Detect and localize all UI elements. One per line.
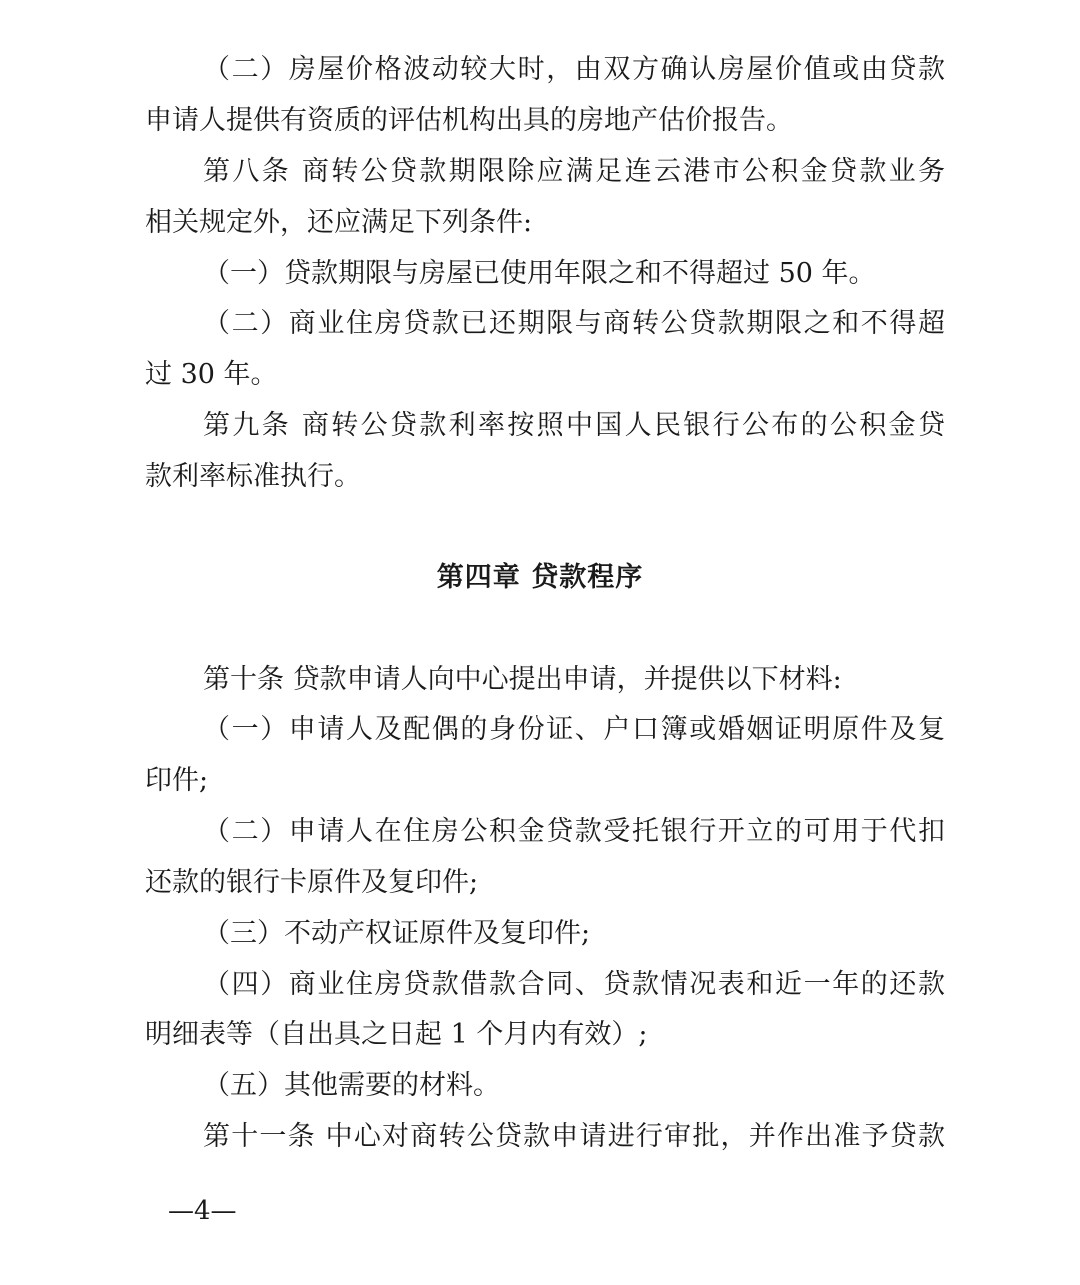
paragraph-line: 第十条 贷款申请人向中心提出申请，并提供以下材料: [203, 664, 842, 695]
paragraph-line: 第九条 商转公贷款利率按照中国人民银行公布的公积金贷 [203, 410, 945, 441]
page-number: —4— [168, 1196, 237, 1226]
paragraph-line: 过 30 年。 [145, 359, 278, 390]
paragraph-line: （二）申请人在住房公积金贷款受托银行开立的可用于代扣 [203, 816, 945, 847]
paragraph-line: （二）商业住房贷款已还期限与商转公贷款期限之和不得超 [203, 308, 945, 339]
paragraph-line: 第八条 商转公贷款期限除应满足连云港市公积金贷款业务 [203, 156, 945, 187]
paragraph-line: （三）不动产权证原件及复印件; [203, 918, 591, 949]
paragraph-line: 相关规定外，还应满足下列条件: [145, 207, 533, 238]
paragraph-line: （四）商业住房贷款借款合同、贷款情况表和近一年的还款 [203, 969, 945, 1000]
paragraph-line: 还款的银行卡原件及复印件; [145, 867, 479, 898]
paragraph-line: 第十一条 中心对商转公贷款申请进行审批，并作出准予贷款 [203, 1121, 945, 1152]
paragraph-line: （五）其他需要的材料。 [203, 1070, 500, 1101]
paragraph-line: 申请人提供有资质的评估机构出具的房地产估价报告。 [145, 105, 793, 136]
paragraph-line: 印件; [145, 765, 209, 796]
paragraph-line: （二）房屋价格波动较大时，由双方确认房屋价值或由贷款 [203, 54, 945, 85]
chapter-heading: 第四章 贷款程序 [436, 562, 644, 593]
paragraph-line: 款利率标准执行。 [145, 461, 361, 492]
paragraph-line: （一）贷款期限与房屋已使用年限之和不得超过 50 年。 [203, 258, 876, 289]
paragraph-line: （一）申请人及配偶的身份证、户口簿或婚姻证明原件及复 [203, 714, 945, 745]
paragraph-line: 明细表等（自出具之日起 1 个月内有效）; [145, 1019, 648, 1050]
